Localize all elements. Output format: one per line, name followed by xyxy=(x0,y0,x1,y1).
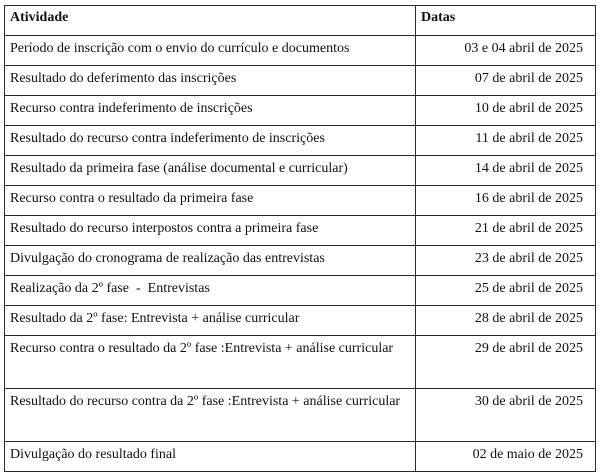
activity-cell: Resultado da primeira fase (análise documental e curricular) xyxy=(5,156,416,186)
date-cell: 11 de abril de 2025 xyxy=(416,126,596,156)
date-cell: 29 de abril de 2025 xyxy=(416,336,596,389)
date-cell: 21 de abril de 2025 xyxy=(416,216,596,246)
activity-cell: Resultado do recurso interpostos contra a primeira fase xyxy=(5,216,416,246)
date-cell: 28 de abril de 2025 xyxy=(416,306,596,336)
date-cell: 14 de abril de 2025 xyxy=(416,156,596,186)
table-row xyxy=(5,186,596,216)
activity-cell: Realização da 2º fase - Entrevistas xyxy=(5,276,416,306)
activity-cell: Resultado do deferimento das inscrições xyxy=(5,66,416,96)
date-cell: 23 de abril de 2025 xyxy=(416,246,596,276)
table-row xyxy=(5,36,596,66)
table-row xyxy=(5,156,596,186)
date-cell: 07 de abril de 2025 xyxy=(416,66,596,96)
table-row xyxy=(5,216,596,246)
activity-cell: Período de inscrição com o envio do currículo e documentos xyxy=(5,36,416,66)
date-cell: 25 de abril de 2025 xyxy=(416,276,596,306)
activity-cell: Resultado do recurso contra da 2º fase :Entrevista + análise curricular xyxy=(5,389,416,442)
activity-cell: Resultado do recurso contra indeferimento de inscrições xyxy=(5,126,416,156)
activity-cell: Divulgação do cronograma de realização das entrevistas xyxy=(5,246,416,276)
table-row xyxy=(5,276,596,306)
table-row xyxy=(5,442,596,472)
table-row xyxy=(5,96,596,126)
table-row xyxy=(5,246,596,276)
activity-cell: Divulgação do resultado final xyxy=(5,442,416,472)
activity-cell: Resultado da 2º fase: Entrevista + análise curricular xyxy=(5,306,416,336)
table-row xyxy=(5,306,596,336)
activity-cell: Recurso contra indeferimento de inscrições xyxy=(5,96,416,126)
date-cell: 30 de abril de 2025 xyxy=(416,389,596,442)
date-cell: 02 de maio de 2025 xyxy=(416,442,596,472)
activity-column-header: Atividade xyxy=(5,6,416,36)
date-cell: 16 de abril de 2025 xyxy=(416,186,596,216)
date-cell: 10 de abril de 2025 xyxy=(416,96,596,126)
table-row xyxy=(5,126,596,156)
table-header-row xyxy=(5,6,596,36)
dates-column-header: Datas xyxy=(416,6,596,36)
activity-cell: Recurso contra o resultado da 2º fase :Entrevista + análise curricular xyxy=(5,336,416,389)
table-row xyxy=(5,66,596,96)
date-cell: 03 e 04 abril de 2025 xyxy=(416,36,596,66)
schedule-table xyxy=(4,5,596,472)
table-row xyxy=(5,389,596,442)
table-row xyxy=(5,336,596,389)
activity-cell: Recurso contra o resultado da primeira fase xyxy=(5,186,416,216)
